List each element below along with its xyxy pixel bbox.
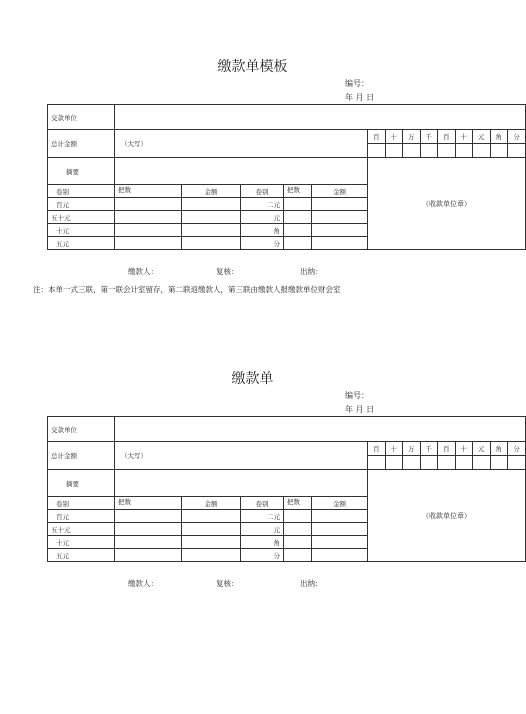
payment-table xyxy=(47,104,526,250)
digit-unit: 千 xyxy=(420,130,438,144)
amount-cell[interactable] xyxy=(182,211,241,224)
denom-left: 五十元 xyxy=(48,523,115,536)
digit-unit: 元 xyxy=(473,442,491,456)
denom-header: 卷别 xyxy=(48,185,115,198)
form-title: 缴款单 xyxy=(231,371,274,387)
form-title: 缴款单模板 xyxy=(217,59,288,75)
denom-left: 百元 xyxy=(48,198,115,211)
digit-unit: 角 xyxy=(490,442,508,456)
denom-left: 五元 xyxy=(48,237,115,250)
amount-cell[interactable] xyxy=(182,523,241,536)
amount-cell[interactable] xyxy=(312,536,368,549)
denom-left: 十元 xyxy=(48,224,115,237)
payer-sign: 缴款人： xyxy=(128,267,158,276)
denom-right: 元 xyxy=(241,523,284,536)
amount-cell[interactable] xyxy=(182,536,241,549)
total-uppercase-field[interactable]: （大写） xyxy=(115,130,368,158)
digit-cell[interactable] xyxy=(508,456,526,470)
cashier-sign: 出纳: xyxy=(300,579,318,588)
reviewer-sign: 复核： xyxy=(216,579,239,588)
denom-header: 金额 xyxy=(312,185,368,198)
denom-right: 角 xyxy=(241,536,284,549)
digit-cell[interactable] xyxy=(490,144,508,158)
denom-right: 二元 xyxy=(241,198,284,211)
digit-unit: 分 xyxy=(508,442,526,456)
payment-table xyxy=(47,416,526,562)
denom-header: 把数 xyxy=(115,497,182,510)
count-cell[interactable] xyxy=(284,536,312,549)
denom-right: 元 xyxy=(241,211,284,224)
denom-header: 把数 xyxy=(284,497,312,510)
count-cell[interactable] xyxy=(284,211,312,224)
amount-cell[interactable] xyxy=(182,237,241,250)
count-cell[interactable] xyxy=(115,536,182,549)
digit-unit: 千 xyxy=(420,442,438,456)
count-cell[interactable] xyxy=(115,198,182,211)
digit-cell[interactable] xyxy=(490,456,508,470)
summary-field[interactable] xyxy=(115,158,368,185)
digit-cell[interactable] xyxy=(438,456,456,470)
amount-cell[interactable] xyxy=(312,523,368,536)
digit-unit: 万 xyxy=(403,130,421,144)
count-cell[interactable] xyxy=(115,523,182,536)
payer-field[interactable] xyxy=(115,417,526,442)
denom-left: 百元 xyxy=(48,510,115,523)
digit-cell[interactable] xyxy=(438,144,456,158)
digit-unit: 元 xyxy=(473,130,491,144)
amount-cell[interactable] xyxy=(312,237,368,250)
digit-unit: 角 xyxy=(490,130,508,144)
payer-label: 交款单位 xyxy=(48,105,115,130)
denom-left: 五十元 xyxy=(48,211,115,224)
denom-right: 分 xyxy=(241,549,284,562)
count-cell[interactable] xyxy=(284,523,312,536)
digit-cell[interactable] xyxy=(420,456,438,470)
payer-sign: 缴款人： xyxy=(128,579,158,588)
payment-form xyxy=(0,56,520,366)
digit-unit: 百 xyxy=(438,130,456,144)
digit-cell[interactable] xyxy=(385,456,403,470)
denom-right: 二元 xyxy=(241,510,284,523)
payer-label: 交款单位 xyxy=(48,417,115,442)
amount-cell[interactable] xyxy=(312,211,368,224)
cashier-sign: 出纳： xyxy=(300,267,323,276)
count-cell[interactable] xyxy=(115,237,182,250)
digit-cell[interactable] xyxy=(385,144,403,158)
date-label: 年 月 日 xyxy=(345,93,375,102)
digit-cell[interactable] xyxy=(473,456,491,470)
summary-field[interactable] xyxy=(115,470,368,497)
digit-unit: 万 xyxy=(403,442,421,456)
denom-header: 金额 xyxy=(182,185,241,198)
reviewer-sign: 复核： xyxy=(216,267,239,276)
denom-header: 金额 xyxy=(312,497,368,510)
denom-header: 卷别 xyxy=(241,185,284,198)
amount-cell[interactable] xyxy=(312,224,368,237)
form-note: 注：本单一式三联，第一联会计室留存，第二联返缴款人，第三联由缴款人报缴款单位财会室 xyxy=(33,285,341,294)
payment-form xyxy=(0,368,520,678)
digit-unit: 十 xyxy=(455,130,473,144)
count-cell[interactable] xyxy=(284,549,312,562)
denom-header: 卷别 xyxy=(241,497,284,510)
count-cell[interactable] xyxy=(284,237,312,250)
count-cell[interactable] xyxy=(284,224,312,237)
digit-cell[interactable] xyxy=(368,144,386,158)
amount-cell[interactable] xyxy=(182,198,241,211)
stamp-area: （收款单位章） xyxy=(368,158,526,250)
count-cell[interactable] xyxy=(115,510,182,523)
denom-left: 十元 xyxy=(48,536,115,549)
digit-cell[interactable] xyxy=(455,144,473,158)
digit-unit: 十 xyxy=(385,442,403,456)
denom-header: 卷别 xyxy=(48,497,115,510)
number-label: 编号： xyxy=(345,391,369,400)
date-label: 年 月 日 xyxy=(345,405,375,414)
digit-cell[interactable] xyxy=(508,144,526,158)
denom-right: 角 xyxy=(241,224,284,237)
number-label: 编号： xyxy=(345,79,369,88)
count-cell[interactable] xyxy=(284,510,312,523)
amount-cell[interactable] xyxy=(312,510,368,523)
digit-unit: 百 xyxy=(438,442,456,456)
digit-unit: 分 xyxy=(508,130,526,144)
denom-right: 分 xyxy=(241,237,284,250)
digit-unit: 百 xyxy=(368,130,386,144)
digit-cell[interactable] xyxy=(455,456,473,470)
amount-cell[interactable] xyxy=(312,549,368,562)
denom-header: 把数 xyxy=(284,185,312,198)
digit-cell[interactable] xyxy=(368,456,386,470)
count-cell[interactable] xyxy=(115,211,182,224)
amount-cell[interactable] xyxy=(182,224,241,237)
denom-header: 金额 xyxy=(182,497,241,510)
total-label: 总计金额 xyxy=(48,130,115,158)
summary-label: 摘要 xyxy=(48,158,115,185)
denom-left: 五元 xyxy=(48,549,115,562)
amount-cell[interactable] xyxy=(182,510,241,523)
digit-unit: 百 xyxy=(368,442,386,456)
total-uppercase-field[interactable]: （大写） xyxy=(115,442,368,470)
denom-header: 把数 xyxy=(115,185,182,198)
amount-cell[interactable] xyxy=(182,549,241,562)
count-cell[interactable] xyxy=(115,549,182,562)
digit-unit: 十 xyxy=(455,442,473,456)
payer-field[interactable] xyxy=(115,105,526,130)
stamp-area: （收款单位章） xyxy=(368,470,526,562)
digit-cell[interactable] xyxy=(473,144,491,158)
digit-cell[interactable] xyxy=(403,144,421,158)
count-cell[interactable] xyxy=(115,224,182,237)
digit-unit: 十 xyxy=(385,130,403,144)
count-cell[interactable] xyxy=(284,198,312,211)
amount-cell[interactable] xyxy=(312,198,368,211)
total-label: 总计金额 xyxy=(48,442,115,470)
digit-cell[interactable] xyxy=(403,456,421,470)
summary-label: 摘要 xyxy=(48,470,115,497)
digit-cell[interactable] xyxy=(420,144,438,158)
